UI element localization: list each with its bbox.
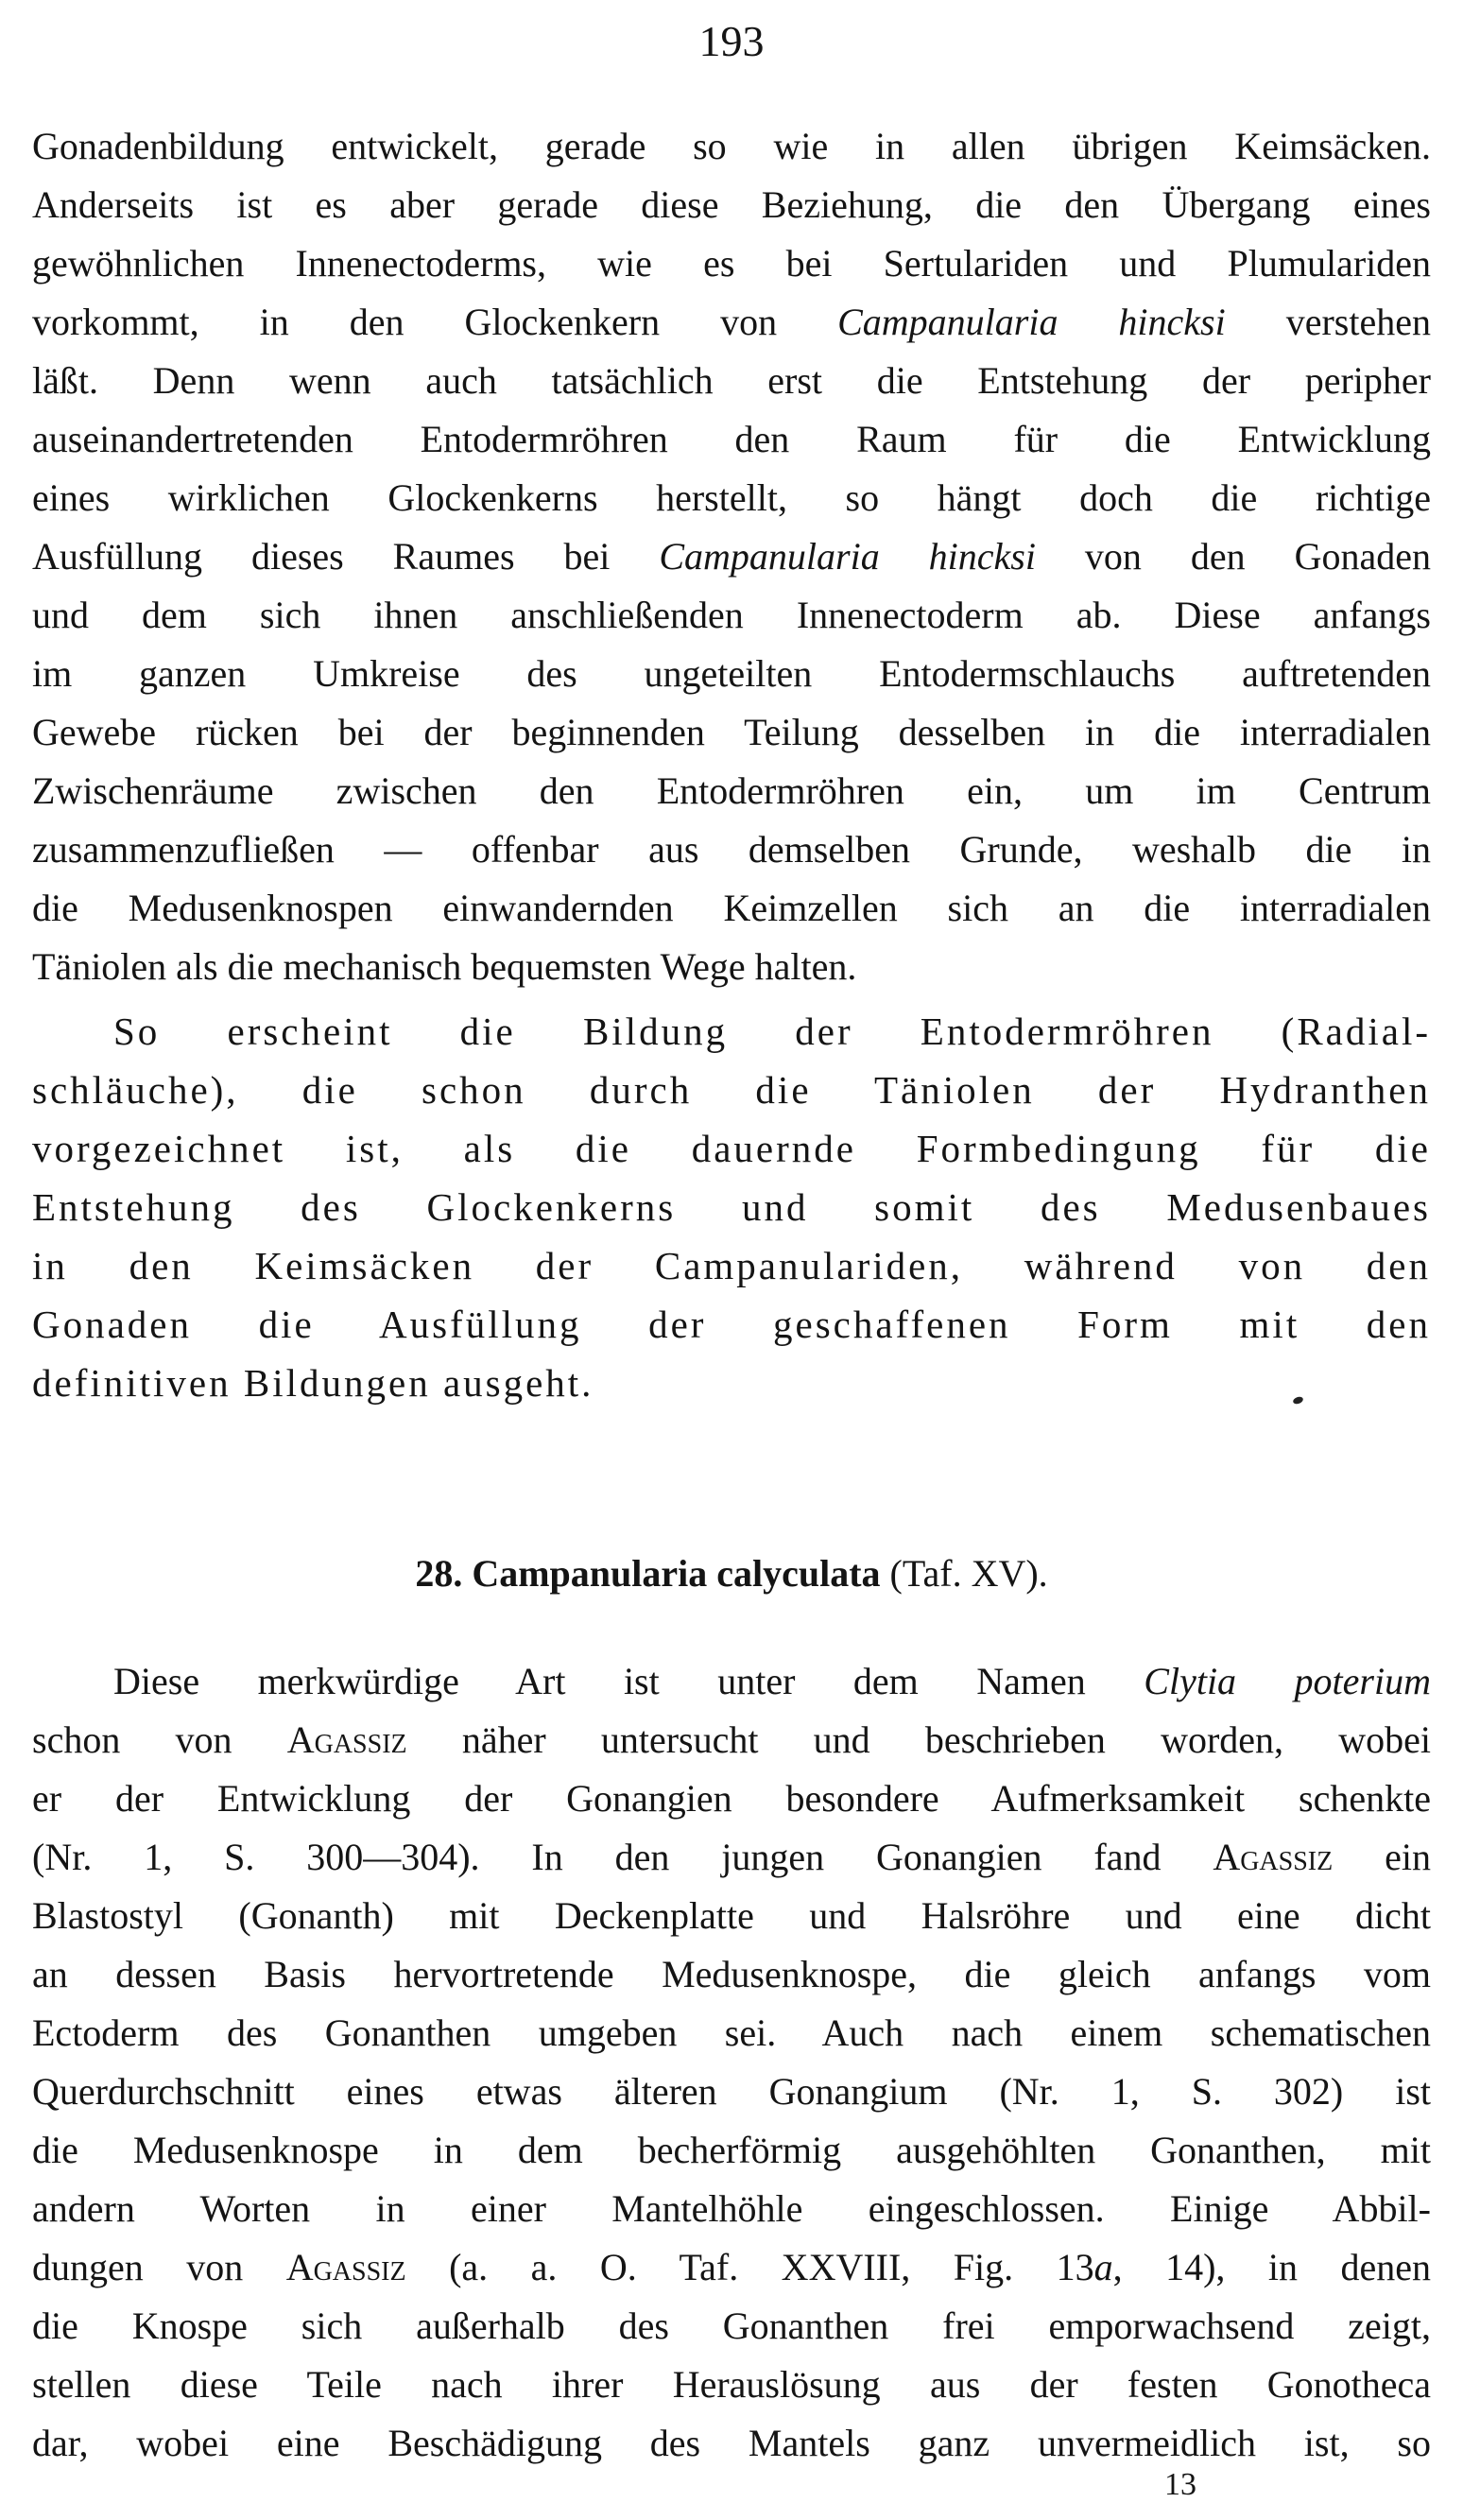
text-line: gewöhnlichen Innenectoderms, wie es bei Sertulariden und Plumulariden <box>32 242 1431 285</box>
text-line: Täniolen als die mechanisch bequemsten Wege halten. <box>32 945 857 988</box>
signature-mark: 13 <box>1164 2467 1196 2502</box>
text-line: schläuche), die schon durch die Täniolen der Hydranthen <box>32 1068 1431 1112</box>
text-line: Zwischenräume zwischen den Entodermröhren ein, um im Centrum <box>32 769 1431 812</box>
text-line: die Knospe sich außerhalb des Gonanthen frei emporwachsend zeigt, <box>32 2304 1431 2347</box>
text-line: Querdurchschnitt eines etwas älteren Gonangium (Nr. 1, S. 302) ist <box>32 2070 1431 2113</box>
plate-reference: (Taf. XV). <box>889 1552 1048 1595</box>
text-line: vorgezeichnet ist, als die dauernde Formbedingung für die <box>32 1127 1431 1170</box>
text-line: im ganzen Umkreise des ungeteilten Entodermschlauchs auftretenden <box>32 652 1431 695</box>
text-line: Ausfüllung dieses Raumes bei Campanularia hincksi von den Gonaden <box>32 535 1431 578</box>
species-name: Clytia poterium <box>1144 1660 1431 1702</box>
text-line: schon von Agassiz näher untersucht und beschrieben worden, wobei <box>32 1718 1431 1761</box>
text-line: (Nr. 1, S. 300—304). In den jungen Gonangien fand Agassiz ein <box>32 1836 1431 1878</box>
section-heading <box>0 1544 1463 1604</box>
text-line: eines wirklichen Glockenkerns herstellt, so hängt doch die richtige <box>32 476 1431 519</box>
text-line: definitiven Bildungen ausgeht. <box>32 1361 594 1405</box>
text-line: Diese merkwürdige Art ist unter dem Namen Clytia poterium <box>113 1660 1431 1702</box>
text-line: stellen diese Teile nach ihrer Herauslösung aus der festen Gonotheca <box>32 2363 1431 2406</box>
author-name: Agassiz <box>286 1718 407 1761</box>
text-line: er der Entwicklung der Gonangien besondere Aufmerksamkeit schenkte <box>32 1777 1431 1820</box>
text-line: Anderseits ist es aber gerade diese Beziehung, die den Übergang eines <box>32 183 1431 226</box>
section-number: 28. <box>415 1552 463 1595</box>
text-line: an dessen Basis hervortretende Medusenknospe, die gleich anfangs vom <box>32 1953 1431 1995</box>
species-name: Campanularia hincksi <box>837 301 1226 343</box>
text-line: Entstehung des Glockenkerns und somit des Medusenbaues <box>32 1185 1431 1229</box>
text-line: Gonadenbildung entwickelt, gerade so wie in allen übrigen Keimsäcken. <box>32 125 1431 167</box>
text-line: Gewebe rücken bei der beginnenden Teilung desselben in die interradialen <box>32 711 1431 753</box>
page-number: 193 <box>698 17 765 65</box>
text-line: läßt. Denn wenn auch tatsächlich erst die Entstehung der peripher <box>32 359 1431 402</box>
text-line: Gonaden die Ausfüllung der geschaffenen Form mit den <box>32 1303 1431 1346</box>
text-line: dar, wobei eine Beschädigung des Mantels ganz unvermeidlich ist, so <box>32 2422 1431 2464</box>
text-line: Ectoderm des Gonanthen umgeben sei. Auch nach einem schematischen <box>32 2011 1431 2054</box>
author-name: Agassiz <box>285 2246 406 2288</box>
text-line: zusammenzufließen — offenbar aus demselben Grunde, weshalb die in <box>32 828 1431 871</box>
section-name: Campanularia calyculata <box>472 1552 881 1595</box>
text-line: in den Keimsäcken der Campanulariden, während von den <box>32 1244 1431 1287</box>
text-line: auseinandertretenden Entodermröhren den Raum für die Entwicklung <box>32 418 1431 460</box>
text-line: die Medusenknospe in dem becherförmig ausgehöhlten Gonanthen, mit <box>32 2129 1431 2171</box>
text-line: andern Worten in einer Mantelhöhle eingeschlossen. Einige Abbil- <box>32 2187 1431 2230</box>
text-line: So erscheint die Bildung der Entodermröhren (Radial- <box>113 1010 1431 1053</box>
text-line: vorkommt, in den Glockenkern von Campanularia hincksi verstehen <box>32 301 1431 343</box>
text-line: die Medusenknospen einwandernden Keimzellen sich an die interradialen <box>32 887 1431 929</box>
text-line: dungen von Agassiz (a. a. O. Taf. XXVIII, Fig. 13a, 14), in denen <box>32 2246 1431 2288</box>
text-line: Blastostyl (Gonanth) mit Deckenplatte und Halsröhre und eine dicht <box>32 1894 1431 1937</box>
text-line: und dem sich ihnen anschließenden Innenectoderm ab. Diese anfangs <box>32 594 1431 636</box>
species-name: Campanularia hincksi <box>659 535 1036 578</box>
author-name: Agassiz <box>1213 1836 1334 1878</box>
